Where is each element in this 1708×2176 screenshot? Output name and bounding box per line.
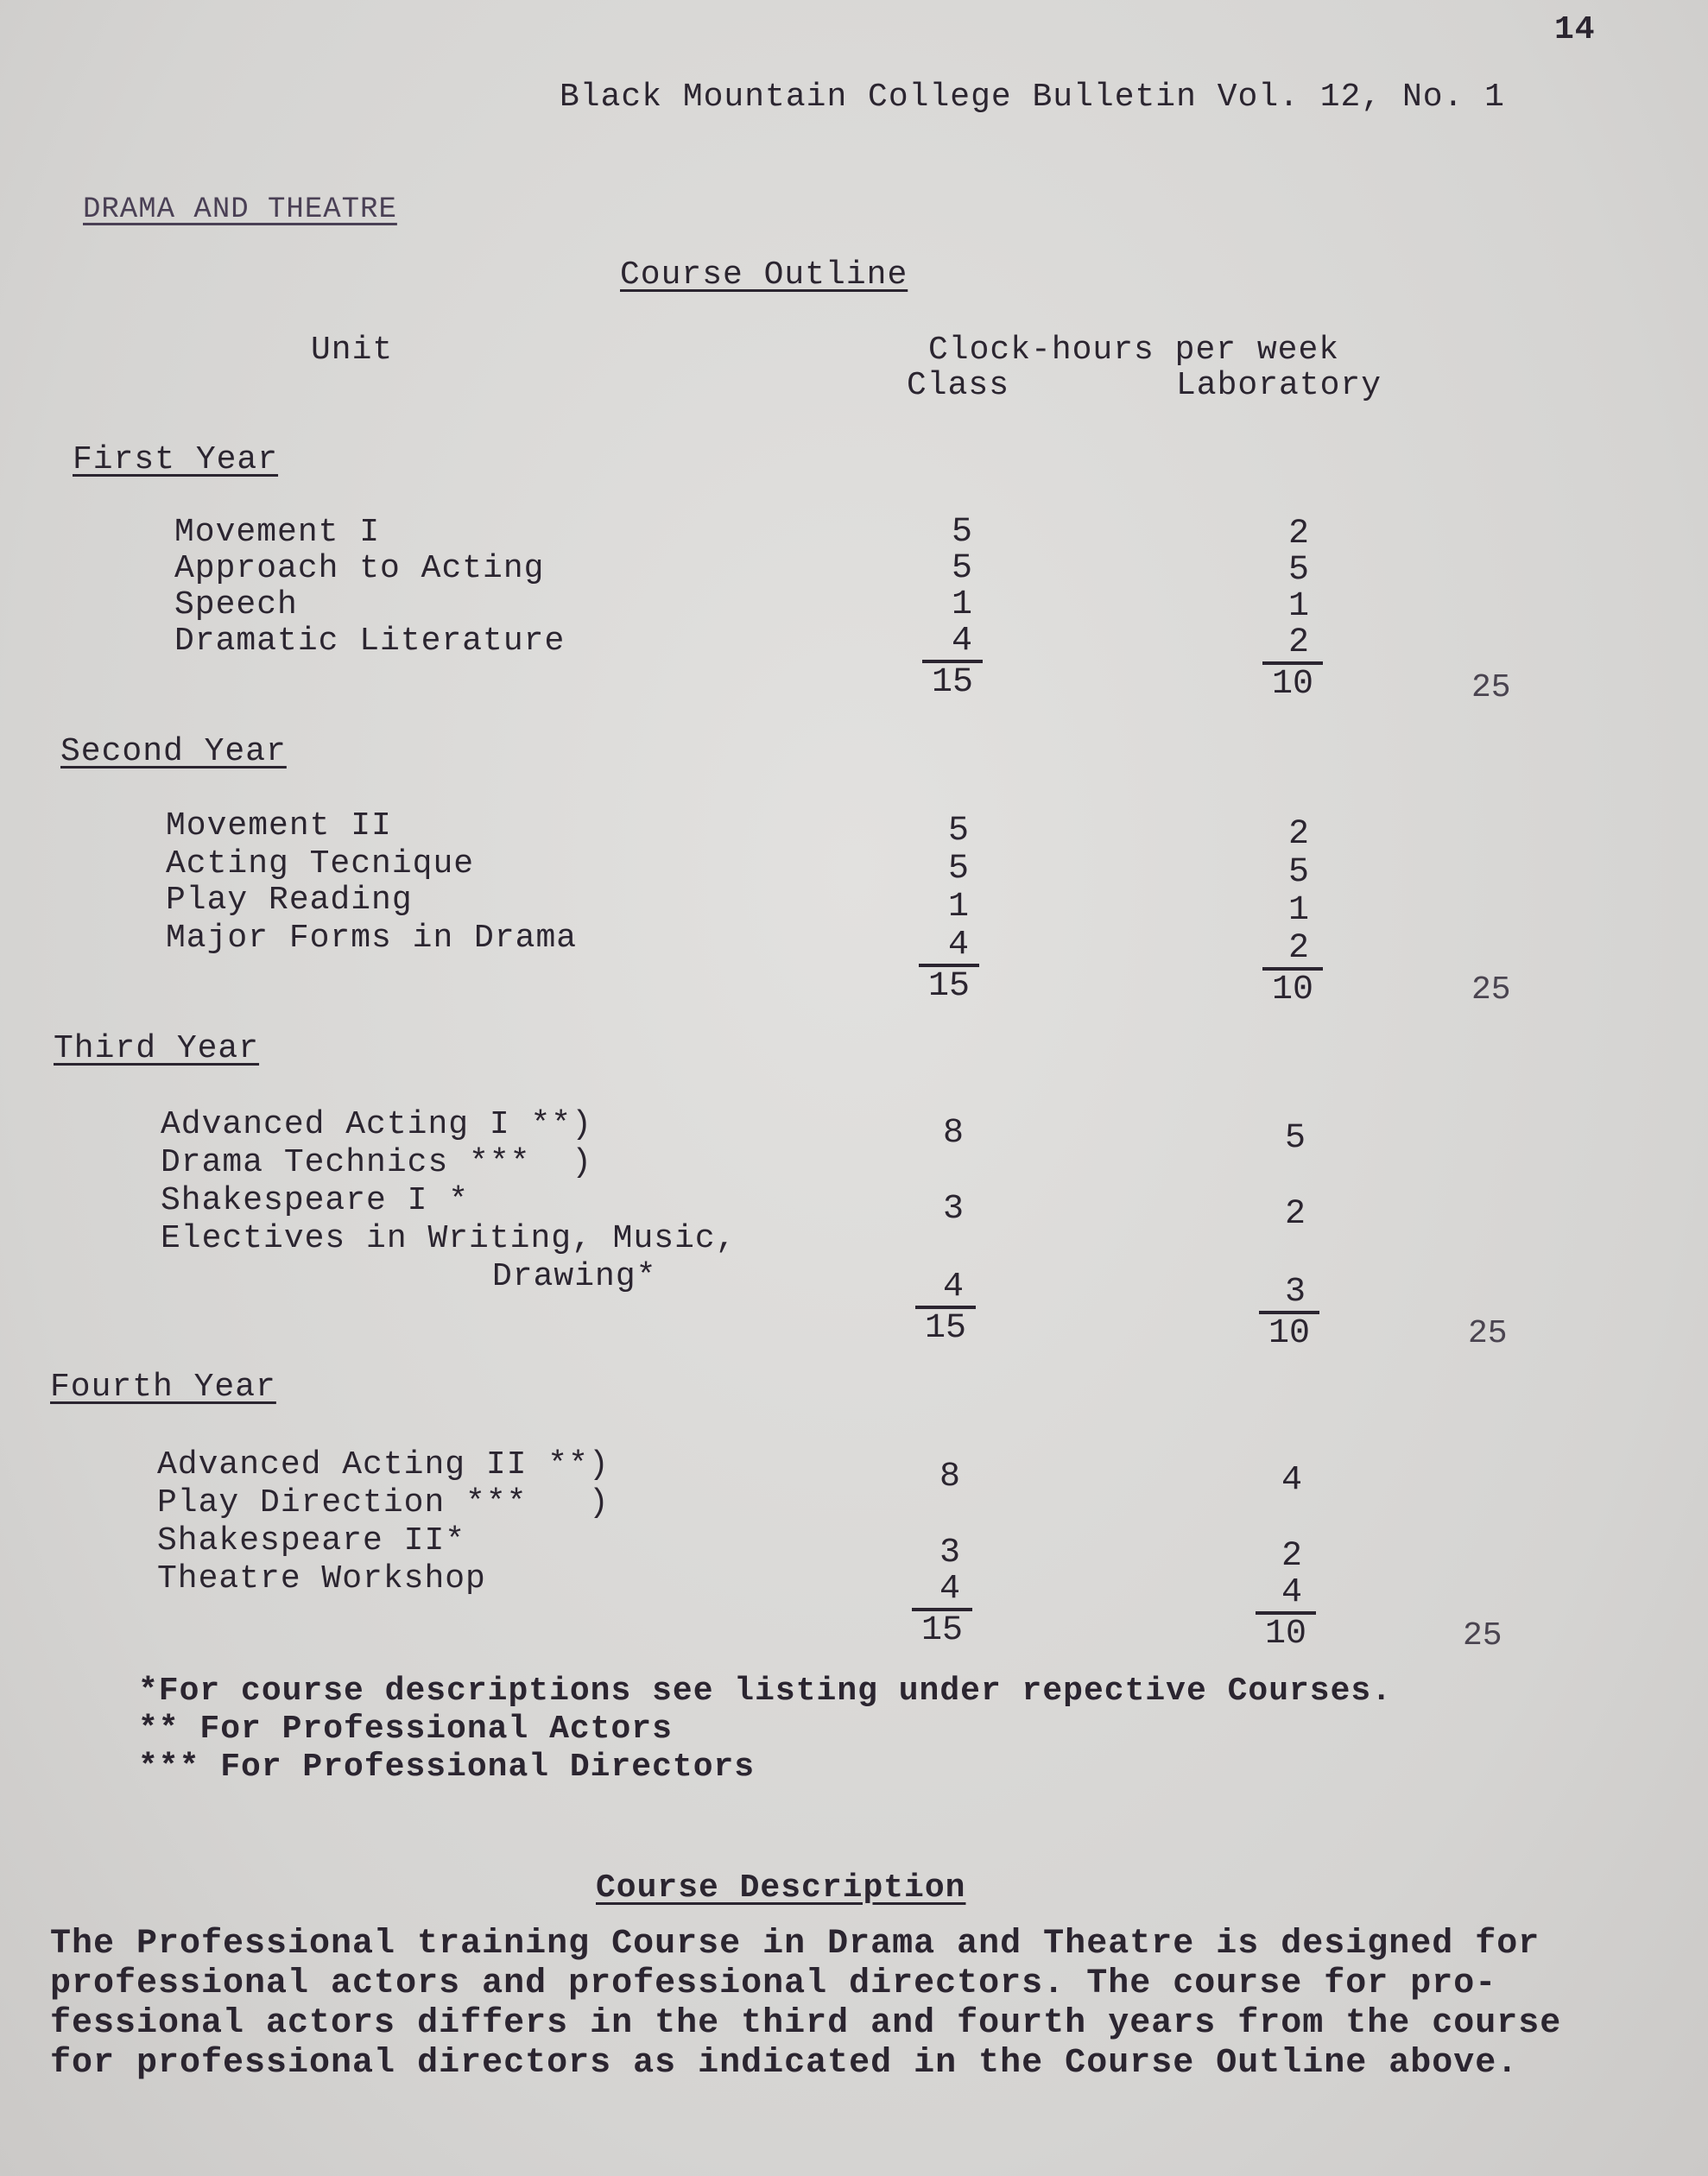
- laboratory-header: Laboratory: [1176, 367, 1382, 404]
- lab-total: 10: [1262, 967, 1323, 1009]
- lab-hours: 5: [1287, 551, 1309, 590]
- grand-total: 25: [1471, 669, 1511, 706]
- unit-name: Play Reading: [166, 882, 413, 919]
- class-total: 15: [919, 964, 979, 1005]
- class-header: Class: [907, 367, 1010, 404]
- section-title: DRAMA AND THEATRE: [83, 193, 397, 226]
- lab-hours: 2: [1287, 929, 1309, 968]
- class-total: 15: [912, 1608, 972, 1649]
- class-hours: 8: [939, 1458, 960, 1496]
- class-hours: 8: [942, 1114, 964, 1153]
- outline-title: Course Outline: [620, 256, 908, 294]
- lab-hours: 2: [1284, 1195, 1306, 1234]
- class-hours: 5: [947, 850, 969, 889]
- lab-hours: 5: [1284, 1119, 1306, 1158]
- class-hours: 1: [951, 585, 972, 624]
- lab-hours: 4: [1281, 1461, 1302, 1500]
- footnote: ** For Professional Actors: [138, 1711, 673, 1748]
- year-title: First Year: [73, 441, 279, 478]
- class-hours: 5: [951, 549, 972, 588]
- unit-name: Major Forms in Drama: [166, 920, 578, 957]
- class-hours: 4: [947, 926, 969, 965]
- bulletin-header: Black Mountain College Bulletin Vol. 12, No. 1: [560, 79, 1505, 116]
- lab-hours: 1: [1287, 891, 1309, 930]
- lab-total: 10: [1256, 1611, 1316, 1653]
- year-title: Second Year: [60, 733, 287, 770]
- year-title: Third Year: [54, 1030, 260, 1067]
- class-hours: 5: [951, 513, 972, 552]
- footnote: *For course descriptions see listing under repective Courses.: [138, 1673, 1393, 1710]
- unit-name: Electives in Writing, Music,: [161, 1220, 737, 1257]
- unit-name: Advanced Acting I **): [161, 1106, 592, 1143]
- class-hours: 3: [939, 1534, 960, 1572]
- class-hours: 4: [942, 1268, 964, 1306]
- year-title: Fourth Year: [50, 1369, 276, 1406]
- lab-hours: 4: [1281, 1573, 1302, 1612]
- class-total: 15: [922, 660, 983, 701]
- unit-name: Shakespeare I *: [161, 1182, 470, 1219]
- lab-hours: 2: [1287, 815, 1309, 854]
- lab-total: 10: [1262, 661, 1323, 703]
- unit-name: Approach to Acting: [174, 550, 545, 587]
- unit-name: Shakespeare II*: [157, 1522, 466, 1559]
- unit-header: Unit: [311, 332, 394, 369]
- lab-hours: 2: [1287, 515, 1309, 553]
- lab-hours: 2: [1287, 623, 1309, 662]
- class-hours: 4: [939, 1570, 960, 1609]
- lab-hours: 1: [1287, 587, 1309, 626]
- unit-name: Theatre Workshop: [157, 1560, 486, 1597]
- lab-total: 10: [1259, 1311, 1319, 1352]
- class-hours: 3: [942, 1190, 964, 1229]
- class-total: 15: [915, 1306, 976, 1347]
- unit-name: Movement II: [166, 807, 392, 844]
- grand-total: 25: [1463, 1617, 1502, 1654]
- unit-name: Play Direction *** ): [157, 1484, 610, 1521]
- class-hours: 4: [951, 622, 972, 661]
- description-title: Course Description: [596, 1869, 966, 1907]
- class-hours: 1: [947, 888, 969, 927]
- description-line: for professional directors as indicated in the Course Outline above.: [50, 2044, 1519, 2083]
- unit-name: Dramatic Literature: [174, 623, 566, 660]
- lab-hours: 3: [1284, 1273, 1306, 1312]
- unit-name: Drama Technics *** ): [161, 1144, 592, 1181]
- footnote: *** For Professional Directors: [138, 1749, 756, 1786]
- unit-name: Speech: [174, 586, 298, 623]
- unit-name: Drawing*: [492, 1258, 657, 1295]
- lab-hours: 2: [1281, 1537, 1302, 1576]
- description-line: fessional actors differs in the third and fourth years from the course: [50, 2004, 1562, 2043]
- grand-total: 25: [1468, 1315, 1508, 1352]
- class-hours: 5: [947, 812, 969, 851]
- unit-name: Advanced Acting II **): [157, 1446, 610, 1483]
- description-line: professional actors and professional directors. The course for pro-: [50, 1964, 1497, 2003]
- page-number: 14: [1554, 11, 1596, 48]
- unit-name: Acting Tecnique: [166, 845, 475, 882]
- grand-total: 25: [1471, 971, 1511, 1009]
- description-line: The Professional training Course in Drama and Theatre is designed for: [50, 1925, 1540, 1964]
- lab-hours: 5: [1287, 853, 1309, 892]
- unit-name: Movement I: [174, 514, 381, 551]
- clock-hours-header: Clock-hours per week: [928, 332, 1340, 369]
